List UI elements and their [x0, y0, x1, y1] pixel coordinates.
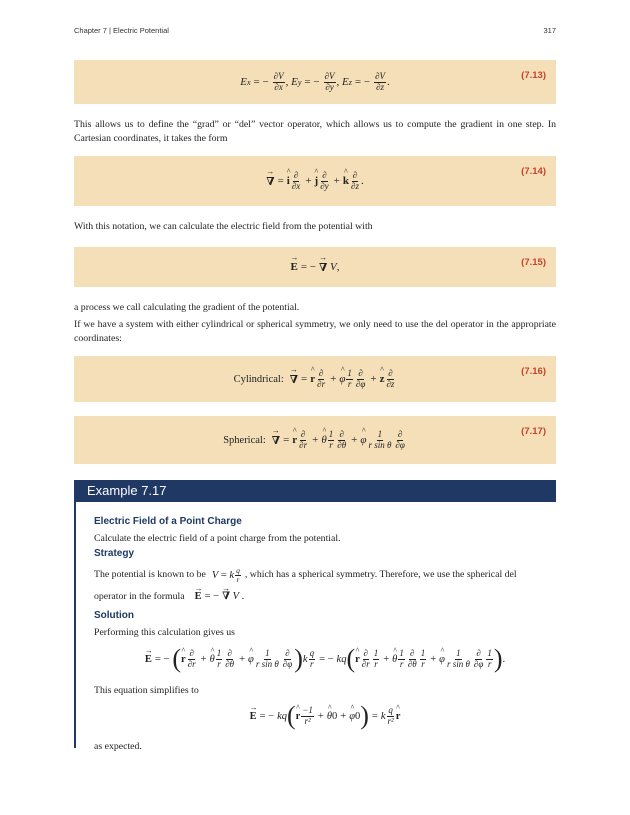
- chapter-header: Chapter 7 | Electric Potential: [74, 26, 169, 35]
- equation-number: (7.15): [521, 257, 546, 268]
- strategy-text-a: The potential is known to be: [94, 569, 206, 580]
- solution-text: Performing this calculation gives us: [94, 627, 235, 638]
- equation-7-15: → E = − → ∇ V ,: [74, 247, 556, 287]
- example-box: [74, 480, 556, 752]
- equation-7-14: → ∇ = ^ i $\frac{\partial}{\partial x}$ + ^ j $\frac{\partial}{\partial y}$ + ^ k $\frac{\partial}{\partial z}$ .: [74, 156, 556, 206]
- potential-formula: V = k $\frac{q}{r}$: [211, 565, 240, 584]
- example-heading: Electric Field of a Point Charge: [94, 516, 242, 527]
- strategy-line-2: [94, 588, 556, 606]
- equation-7-16: Cylindrical: → ∇ = ^ r $\frac{\partial}{\partial r}$ + ^ φ $\frac{1}{r}$ $\frac{\partial}{\partial\varphi}$ + ^ z $\frac{\partial}{\partial z}$: [74, 356, 556, 402]
- strategy-line-1: [94, 564, 556, 586]
- paragraph-gradient: a process we call calculating the gradient of the potential.: [74, 302, 300, 313]
- equation-box-7-13: [74, 60, 556, 104]
- equation-box-7-17: [74, 416, 556, 464]
- equation-7-13: E x = − $\frac{\partial V}{\partial x}$ , E y = − $\frac{\partial V}{\partial y}$ , E z = − $\frac{\partial V}{\partial z}$ .: [240, 71, 390, 92]
- page-number: 317: [543, 26, 556, 35]
- closing-text: as expected.: [94, 741, 142, 752]
- strategy-heading: Strategy: [94, 548, 135, 559]
- equation-label: Spherical:: [223, 434, 266, 446]
- equation-box-7-15: [74, 247, 556, 287]
- equation-box-7-16: [74, 356, 556, 402]
- strategy-text-b: , which has a spherical symmetry. Therefore, we use the spherical del: [244, 569, 517, 580]
- solution-equation: → E = − ( ^ r $\frac{\partial}{\partial r}$ + ^ θ $\frac{1}{r}$ $\frac{\partial}{\partial\theta}$ + ^ φ $\frac{1}{\text{r sin θ}}$ $\frac{\partial}{\partial\varphi}$ ) k $\frac{q}{r}$ = − kq ( ^ r $\frac{\partial}{\partial r}$ $\frac{1}{r}$ + ^ θ $\frac{1}{r}$ $\frac{\partial}{\partial\theta}$ $\frac{1}{r}$ + ^ φ $\frac{1}{\text{r sin θ}}$ $\frac{\partial}{\partial\varphi}$ $\frac{1}{r}$ ) .: [94, 640, 556, 678]
- simplify-text: This equation simplifies to: [94, 685, 199, 696]
- equation-7-17: Spherical: → ∇ = ^ r $\frac{\partial}{\partial r}$ + ^ θ $\frac{1}{r}$ $\frac{\partial}{\partial\theta}$ + ^ φ $\frac{1}{\text{r sin θ}}$ $\frac{\partial}{\partial\varphi}$: [74, 416, 556, 464]
- example-intro: Calculate the electric field of a point charge from the potential.: [94, 533, 341, 544]
- simplified-equation: → E = − kq ( ^ r $\frac{-1}{\text{r²}}$ + ^ θ 0 + ^ φ 0 ) = k $\frac{q}{\text{r²}}$ ^ r: [94, 698, 556, 734]
- strategy-text-c: operator in the formula: [94, 591, 185, 602]
- equation-number: (7.14): [521, 166, 546, 177]
- equation-number: (7.17): [521, 426, 546, 437]
- equation-number: (7.13): [521, 70, 546, 81]
- paragraph-del-operator: This allows us to define the “grad” or “del” vector operator, which allows us to compute the gradient in one step. In Cartesian coordinates, it takes the form: [74, 119, 556, 144]
- solution-heading: Solution: [94, 610, 134, 621]
- equation-label: Cylindrical:: [233, 373, 284, 385]
- gradient-formula: → E = −→ ∇ V .: [195, 590, 245, 604]
- paragraph-notation: With this notation, we can calculate the electric field from the potential with: [74, 221, 373, 232]
- equation-number: (7.16): [521, 366, 546, 377]
- example-header: [74, 480, 556, 502]
- example-title: Example 7.17: [87, 483, 167, 498]
- example-side-bar: [74, 502, 76, 748]
- equation-box-7-14: [74, 156, 556, 206]
- paragraph-symmetry: If we have a system with either cylindrical or spherical symmetry, we only need to use the del operator in the appropriate coordinates:: [74, 319, 556, 344]
